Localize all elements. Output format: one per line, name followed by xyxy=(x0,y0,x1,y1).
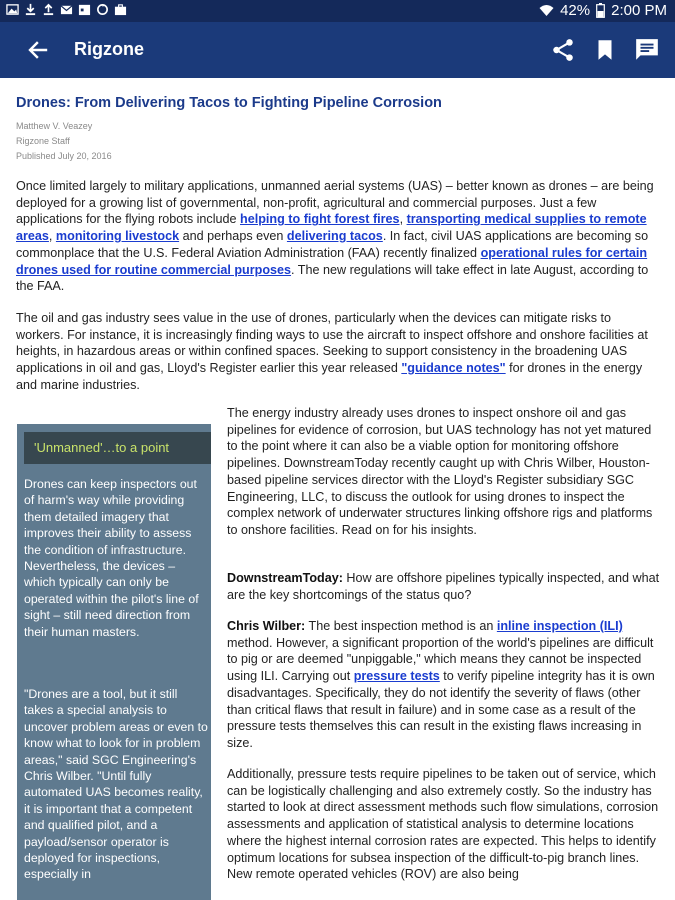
sidebar-box xyxy=(17,424,211,900)
sync-icon xyxy=(96,3,109,16)
battery-icon xyxy=(596,3,605,18)
download-icon xyxy=(24,3,37,16)
answer-speaker: Chris Wilber: xyxy=(227,619,306,633)
briefcase-icon xyxy=(114,3,127,16)
sidebar-paragraph: Drones can keep inspectors out of harm's way while providing them detailed imagery that improves their ability to assess the condition of infrastructure. Nevertheless, the devices – which typically can only be operated within the pilot's line of sight – still need direction from their human masters. xyxy=(24,477,199,639)
interview-answer: Chris Wilber: The best inspection method is an inline inspection (ILI) method. However, a significant proportion of the world's pipelines are difficult to pig or are deemed "unpiggable," which means they cannot be inspected using ILI. Carrying out pressure tests to verify pipeline integrity has it is own disadvantages. Specifically, they do not identify the severity of flaws (other than critical flaws that result in failure) and in some case as a result of the pressure tests themselves this can result in the existing flaws increasing in size. xyxy=(227,619,655,750)
link-monitoring-livestock[interactable]: monitoring livestock xyxy=(55,229,180,244)
email-icon xyxy=(60,3,73,16)
link-forest-fires[interactable]: helping to fight forest fires xyxy=(240,212,400,227)
wifi-icon xyxy=(539,4,554,17)
link-delivering-tacos[interactable]: delivering tacos xyxy=(286,229,383,244)
calendar-icon xyxy=(78,3,91,16)
battery-percentage: 42% xyxy=(560,2,591,19)
link-inline-inspection[interactable]: inline inspection (ILI) xyxy=(496,619,623,633)
share-icon[interactable] xyxy=(550,37,576,63)
app-title: Rigzone xyxy=(74,39,144,59)
link-pressure-tests[interactable]: pressure tests xyxy=(353,669,440,684)
back-arrow-icon[interactable] xyxy=(26,38,50,62)
sidebar-heading: 'Unmanned'…to a point xyxy=(24,432,211,464)
publish-date: Published July 20, 2016 xyxy=(16,151,112,161)
link-guidance-notes[interactable]: "guidance notes" xyxy=(401,361,506,376)
link-operational-rules[interactable]: operational rules for certain drones used for routine commercial purposes xyxy=(16,245,648,277)
author-name: Matthew V. Veazey xyxy=(16,121,93,131)
paragraph-oil-gas: The oil and gas industry sees value in the use of drones, particularly when the devices can mitigate risks to workers. For instance, it is increasingly finding ways to use the aircraft to inspect offshore and onshore facilities at heights, in hazardous areas or within confined spaces. Seeking to support consistency in the broadening UAS applications in oil and gas, Lloyd's Register earlier this year released "guidance notes" for drones in the energy and marine industries. xyxy=(16,311,648,392)
comment-icon[interactable] xyxy=(634,37,660,63)
article-headline: Drones: From Delivering Tacos to Fighting Pipeline Corrosion xyxy=(16,95,442,111)
system-status xyxy=(539,2,667,19)
clock: 2:00 PM xyxy=(611,2,667,19)
question-speaker: DownstreamToday: xyxy=(227,571,343,585)
upload-icon xyxy=(42,3,55,16)
bookmark-icon[interactable] xyxy=(592,37,618,63)
article-content[interactable] xyxy=(0,78,675,900)
interview-question: DownstreamToday: How are offshore pipelines typically inspected, and what are the key shortcomings of the status quo? xyxy=(227,571,660,602)
app-bar xyxy=(0,22,675,78)
image-icon xyxy=(6,3,19,16)
paragraph-energy-industry: The energy industry already uses drones to inspect onshore oil and gas pipelines for evidence of corrosion, but UAS technology has not yet matured to the point where it can also be a viable option for monitoring offshore pipelines. DownstreamToday recently caught up with Chris Wilber, Houston-based pipeline services director with the Lloyd's Register subsidiary SGC Engineering, LLC, to discuss the outlook for using drones to inspect the complex network of underwater structures linking offshore rigs and platforms to onshore facilities. Read on for his insights. xyxy=(227,406,653,537)
status-bar xyxy=(0,0,675,22)
sidebar-quote: "Drones are a tool, but it still takes a special analysis to uncover problem areas or even to know what to look for in problem areas," said SGC Engineering's Chris Wilber. "Until fully automated UAS becomes reality, it is important that a competent and qualified pilot, and a payload/sensor operator is deployed for inspections, especially in xyxy=(24,687,208,882)
notification-icons xyxy=(6,3,127,16)
link-medical-supplies[interactable]: transporting medical supplies to remote areas xyxy=(16,212,647,244)
paragraph-intro: Once limited largely to military applications, unmanned aerial systems (UAS) – better known as drones – are being deployed for a growing list of governmental, non-profit, agricultural and commercial purposes. Just a few applications for the flying robots include helping to fight forest fires, transporting medical supplies to remote areas, monitoring livestock and perhaps even delivering tacos. In fact, civil UAS applications are becoming so commonplace that the U.S. Federal Aviation Administration (FAA) recently finalized operational rules for certain drones used for routine commercial purposes. The new regulations will take effect in late August, according to the FAA. xyxy=(16,179,654,294)
paragraph-pressure-tests: Additionally, pressure tests require pipelines to be taken out of service, which can be logistically challenging and also extremely costly. So the industry has started to look at direct assessment methods such flow simulations, corrosion assessments and application of statistical analysis to determine locations where the highest internal corrosion rates are expected. This helps to identify optimum locations for subsea inspection of the difficult-to-pig branch lines. New remote operated vehicles (ROV) are also being xyxy=(227,767,659,882)
author-role: Rigzone Staff xyxy=(16,136,70,146)
